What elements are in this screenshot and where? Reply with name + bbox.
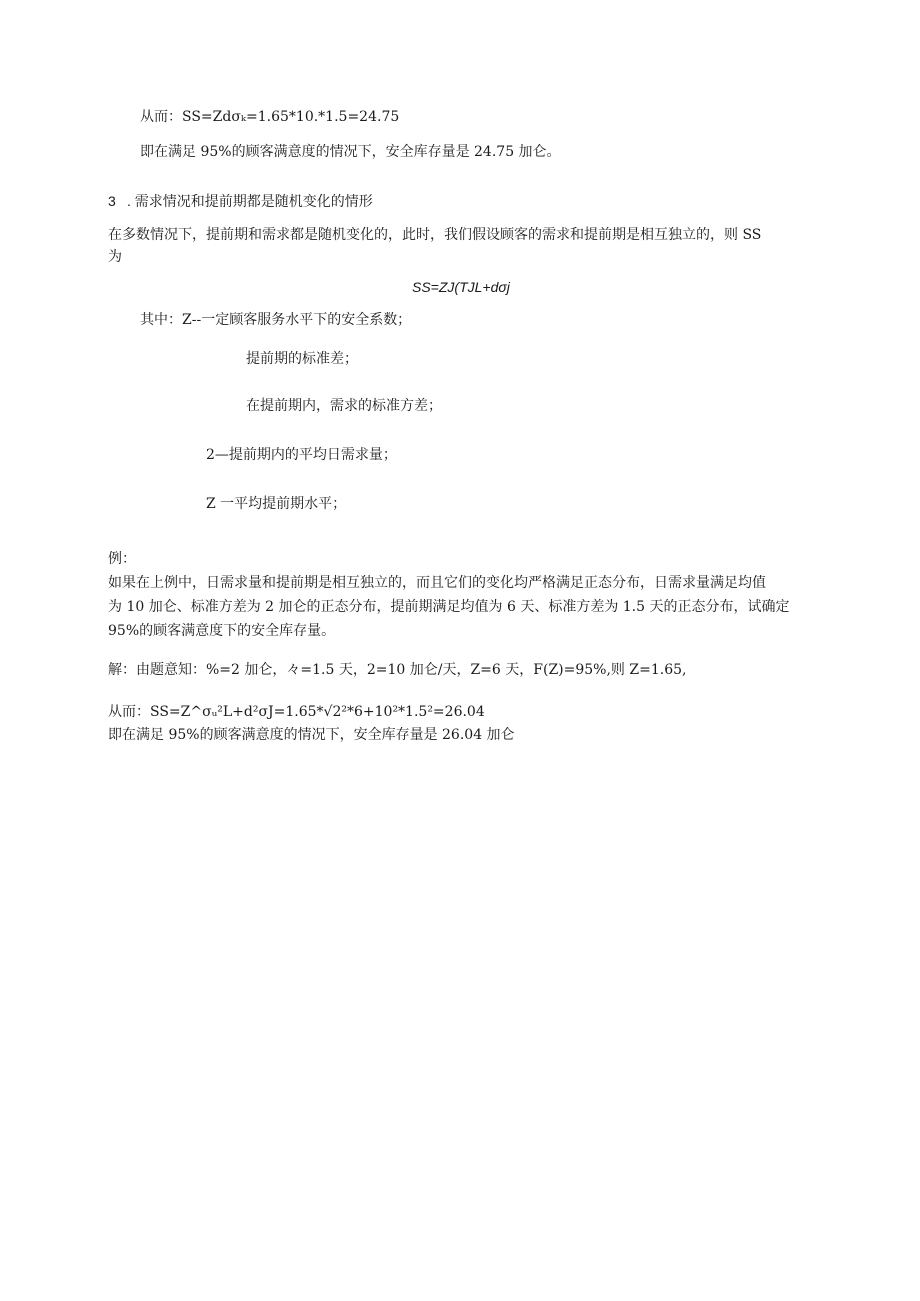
formula-line-ss-result-1: 从而：SS=Zdσₖ=1.65*10.*1.5=24.75 [140,109,400,125]
section-number: 3 [108,193,116,209]
definition-demand-stddev: 在提前期内，需求的标准方差； [246,398,442,414]
where-definition-z: 其中：Z--一定顾客服务水平下的安全系数； [140,312,412,328]
safety-stock-formula: SS=ZJ(TJL+dσj [412,279,510,295]
example-label: 例： [108,551,136,567]
example-line-3: 95%的顾客满意度下的安全库存量。 [108,623,336,639]
section-title: . 需求情况和提前期都是随机变化的情形 [127,193,373,209]
formula-line-ss-result-2: 从而：SS=Z^σᵤ²L+d²σJ=1.65*√2²*6+10²*1.5²=26.04 [108,704,485,720]
example-line-1: 如果在上例中，日需求量和提前期是相互独立的，而且它们的变化均严格满足正态分布，日需求量满足均值 [108,575,766,591]
paragraph-intro-line-1: 在多数情况下，提前期和需求都是随机变化的，此时，我们假设顾客的需求和提前期是相互独立的，则 SS [108,227,762,243]
paragraph-intro-line-2: 为 [108,249,122,265]
solution-line: 解：由题意知：%=2 加仑，々=1.5 天，2=10 加仑/天，Z=6 天，F(Z)=95%,则 Z=1.65, [108,662,687,678]
example-line-2: 为 10 加仑、标准方差为 2 加仑的正态分布，提前期满足均值为 6 天、标准方差为 1.5 天的正态分布，试确定 [108,599,790,615]
definition-avg-daily-demand: 2—提前期内的平均日需求量； [206,447,397,463]
conclusion-line-1: 即在满足 95%的顾客满意度的情况下，安全库存量是 24.75 加仑。 [140,144,561,160]
definition-avg-leadtime: Z 一平均提前期水平； [206,496,347,512]
conclusion-line-2: 即在满足 95%的顾客满意度的情况下，安全库存量是 26.04 加仑 [108,727,515,743]
definition-leadtime-stddev: 提前期的标准差； [246,351,358,367]
